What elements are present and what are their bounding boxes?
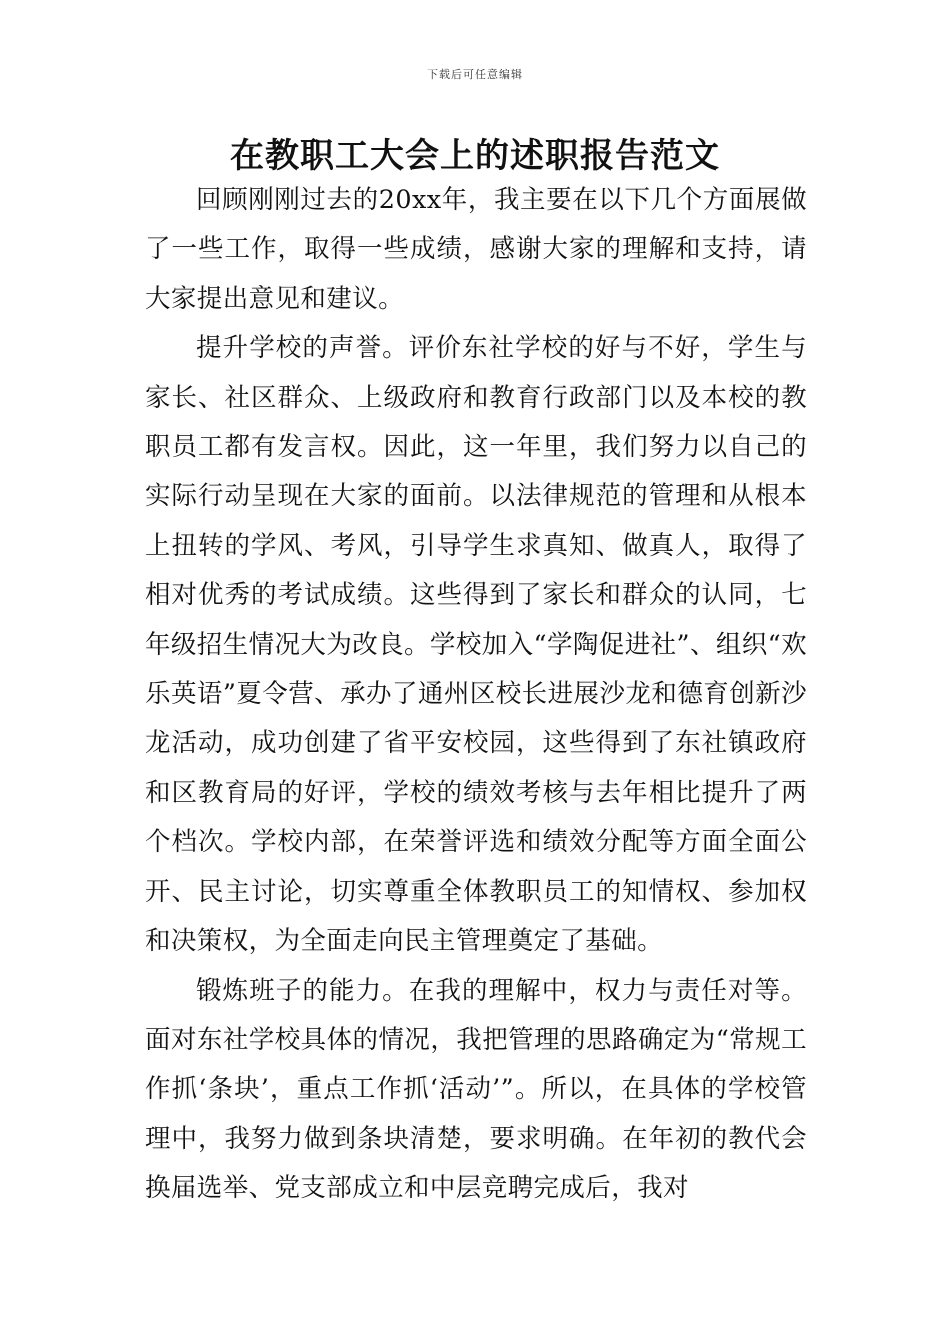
paragraph-review: 回顾刚刚过去的20xx年，我主要在以下几个方面展做了一些工作，取得一些成绩，感谢大家的理解和支持，请大家提出意见和建议。 — [145, 185, 807, 314]
paragraph-reputation: 提升学校的声誉。评价东社学校的好与不好，学生与家长、社区群众、上级政府和教育行政部门以及本校的教职员工都有发言权。因此，这一年里，我们努力以自己的实际行动呈现在大家的面前。以法律规范的管理和从根本上扭转的学风、考风，引导学生求真知、做真人，取得了相对优秀的考试成绩。这些得到了家长和群众的认同，七年级招生情况大为改良。学校加入“学陶促进社”、组织“欢乐英语”夏令营、承办了通州区校长进展沙龙和德育创新沙龙活动，成功创建了省平安校园，这些得到了东社镇政府和区教育局的好评，学校的绩效考核与去年相比提升了两个档次。学校内部，在荣誉评选和绩效分配等方面全面公开、民主讨论，切实尊重全体教职员工的知情权、参加权和决策权，为全面走向民主管理奠定了基础。 — [145, 333, 807, 957]
paragraph-team-ability: 锻炼班子的能力。在我的理解中，权力与责任对等。面对东社学校具体的情况，我把管理的思路确定为“常规工作抓‘条块’，重点工作抓‘活动’”。所以，在具体的学校管理中，我努力做到条块清楚，要求明确。在年初的教代会换届选举、党支部成立和中层竞聘完成后，我对 — [145, 975, 807, 1204]
header-note: 下载后可任意编辑 — [427, 68, 523, 81]
document-body — [145, 176, 807, 1214]
document-title: 在教职工大会上的述职报告范文 — [230, 136, 720, 176]
